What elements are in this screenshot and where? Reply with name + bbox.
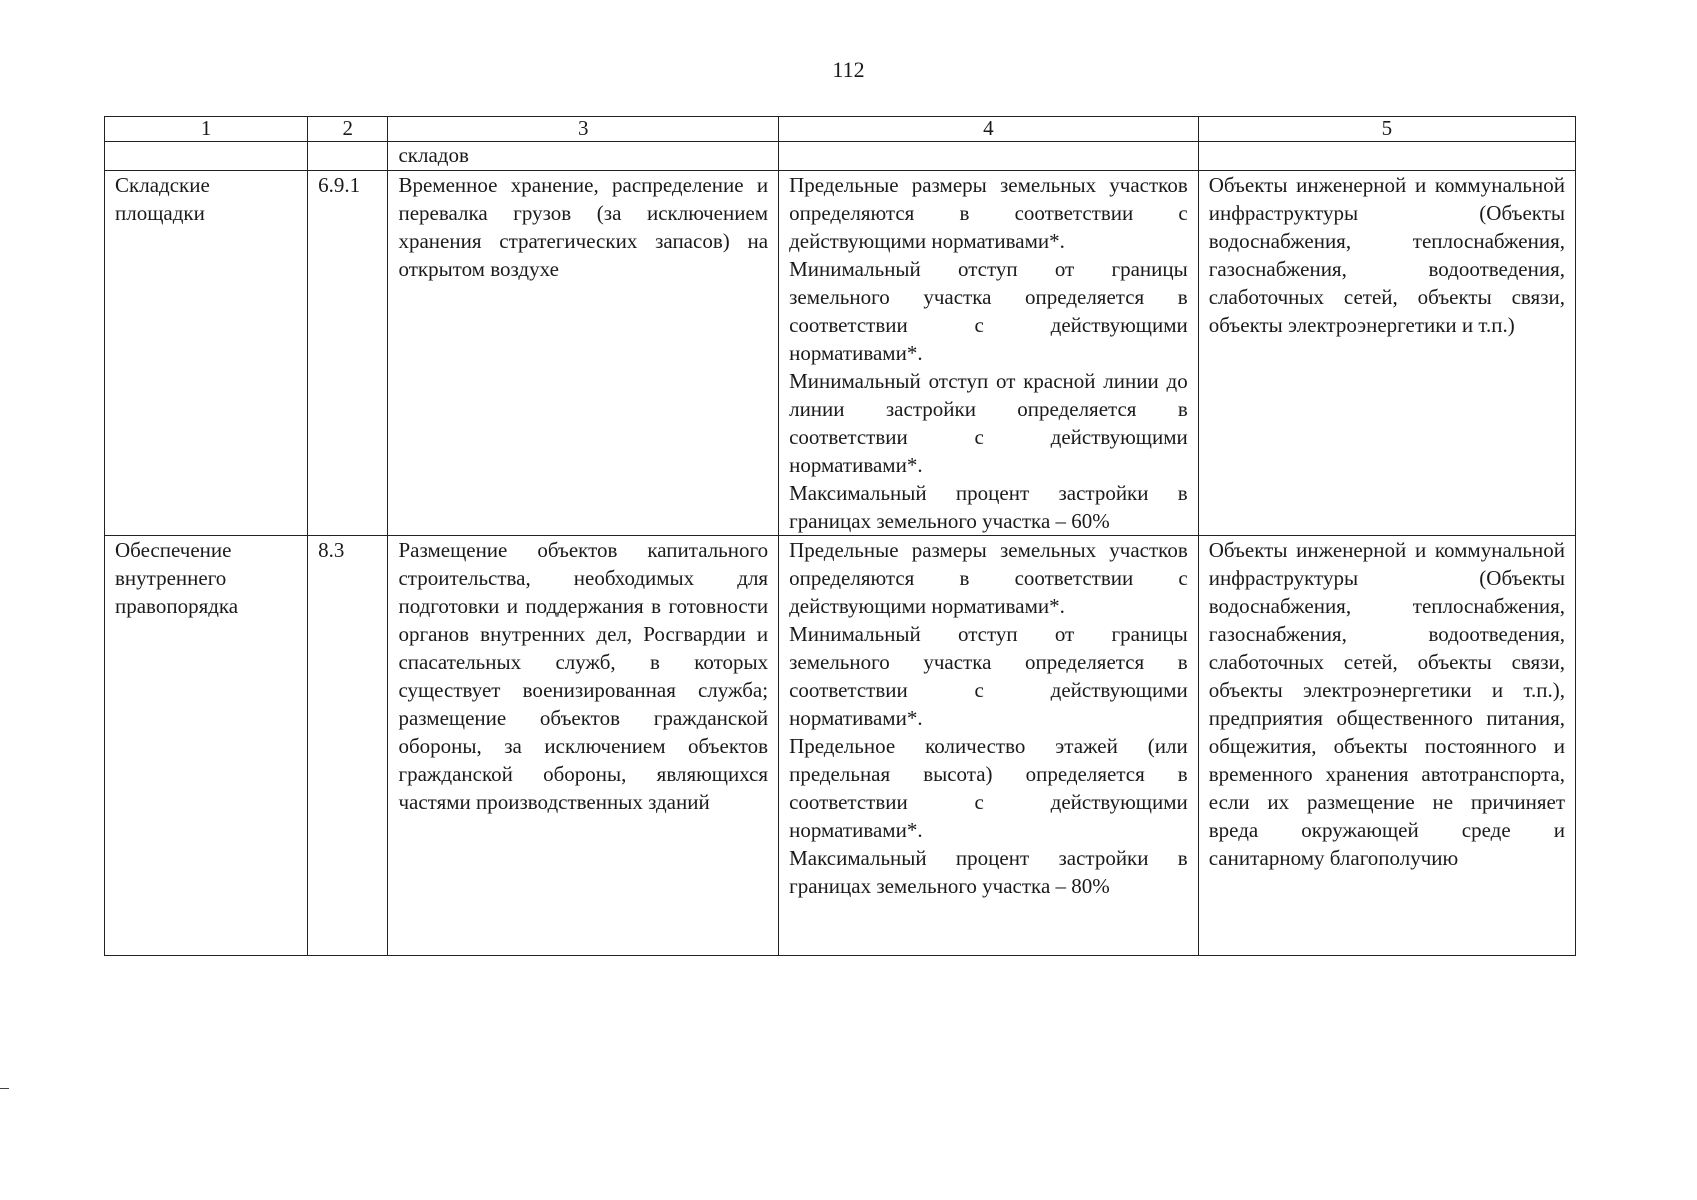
continuation-cell-1 (105, 142, 308, 171)
parameter-text: Минимальный отступ от границы земельного участка определяется в соответствии с действующими нормативами*. (789, 257, 1188, 365)
parameter-text: Предельное количество этажей (или предельная высота) определяется в соответствии с действующими нормативами*. (789, 734, 1188, 842)
use-type-code: 6.9.1 (308, 171, 388, 536)
parameter-text: Минимальный отступ от границы земельного участка определяется в соответствии с действующими нормативами*. (789, 622, 1188, 730)
column-number-1: 1 (105, 117, 308, 142)
table-row (105, 536, 1576, 956)
continuation-cell-3: складов (388, 142, 779, 171)
column-number-2: 2 (308, 117, 388, 142)
continuation-row (105, 142, 1576, 171)
column-number-4: 4 (779, 117, 1199, 142)
parameters-cell (779, 536, 1199, 956)
auxiliary-uses: Объекты инженерной и коммунальной инфраструктуры (Объекты водоснабжения, теплоснабжения, газоснабжения, водоотведения, слаботочных сетей, объекты связи, объекты электроэнергетики и т.п.), предприятия общественного питания, общежития, объекты постоянного и временного хранения автотранспорта, если их размещение не причиняет вреда окружающей среде и санитарному благополучию (1198, 536, 1575, 956)
continuation-cell-4 (779, 142, 1199, 171)
parameter-text: Максимальный процент застройки в границах земельного участка – 80% (789, 846, 1188, 898)
parameters-cell (779, 171, 1199, 536)
use-type-description: Размещение объектов капитального строительства, необходимых для подготовки и поддержания в готовности органов внутренних дел, Росгвардии и спасательных служб, в которых существует военизированная служба; размещение объектов гражданской обороны, за исключением объектов гражданской обороны, являющихся частями производственных зданий (388, 536, 779, 956)
scan-margin-mark (0, 1088, 9, 1089)
use-type-name: Обеспечение внутреннего правопорядка (105, 536, 308, 956)
column-number-3: 3 (388, 117, 779, 142)
parameter-text: Минимальный отступ от красной линии до линии застройки определяется в соответствии с действующими нормативами*. (789, 369, 1188, 477)
parameter-text: Максимальный процент застройки в границах земельного участка – 60% (789, 481, 1188, 533)
continuation-cell-2 (308, 142, 388, 171)
column-number-row (105, 117, 1576, 142)
land-use-table (104, 116, 1576, 956)
continuation-cell-5 (1198, 142, 1575, 171)
parameter-text: Предельные размеры земельных участков определяются в соответствии с действующими нормативами*. (789, 173, 1188, 253)
table-row (105, 171, 1576, 536)
use-type-description: Временное хранение, распределение и перевалка грузов (за исключением хранения стратегических запасов) на открытом воздухе (388, 171, 779, 536)
page-number: 112 (832, 57, 865, 82)
use-type-name: Складские площадки (105, 171, 308, 536)
column-number-5: 5 (1198, 117, 1575, 142)
auxiliary-uses: Объекты инженерной и коммунальной инфраструктуры (Объекты водоснабжения, теплоснабжения, газоснабжения, водоотведения, слаботочных сетей, объекты связи, объекты электроэнергетики и т.п.) (1198, 171, 1575, 536)
parameter-text: Предельные размеры земельных участков определяются в соответствии с действующими нормативами*. (789, 538, 1188, 618)
use-type-code: 8.3 (308, 536, 388, 956)
